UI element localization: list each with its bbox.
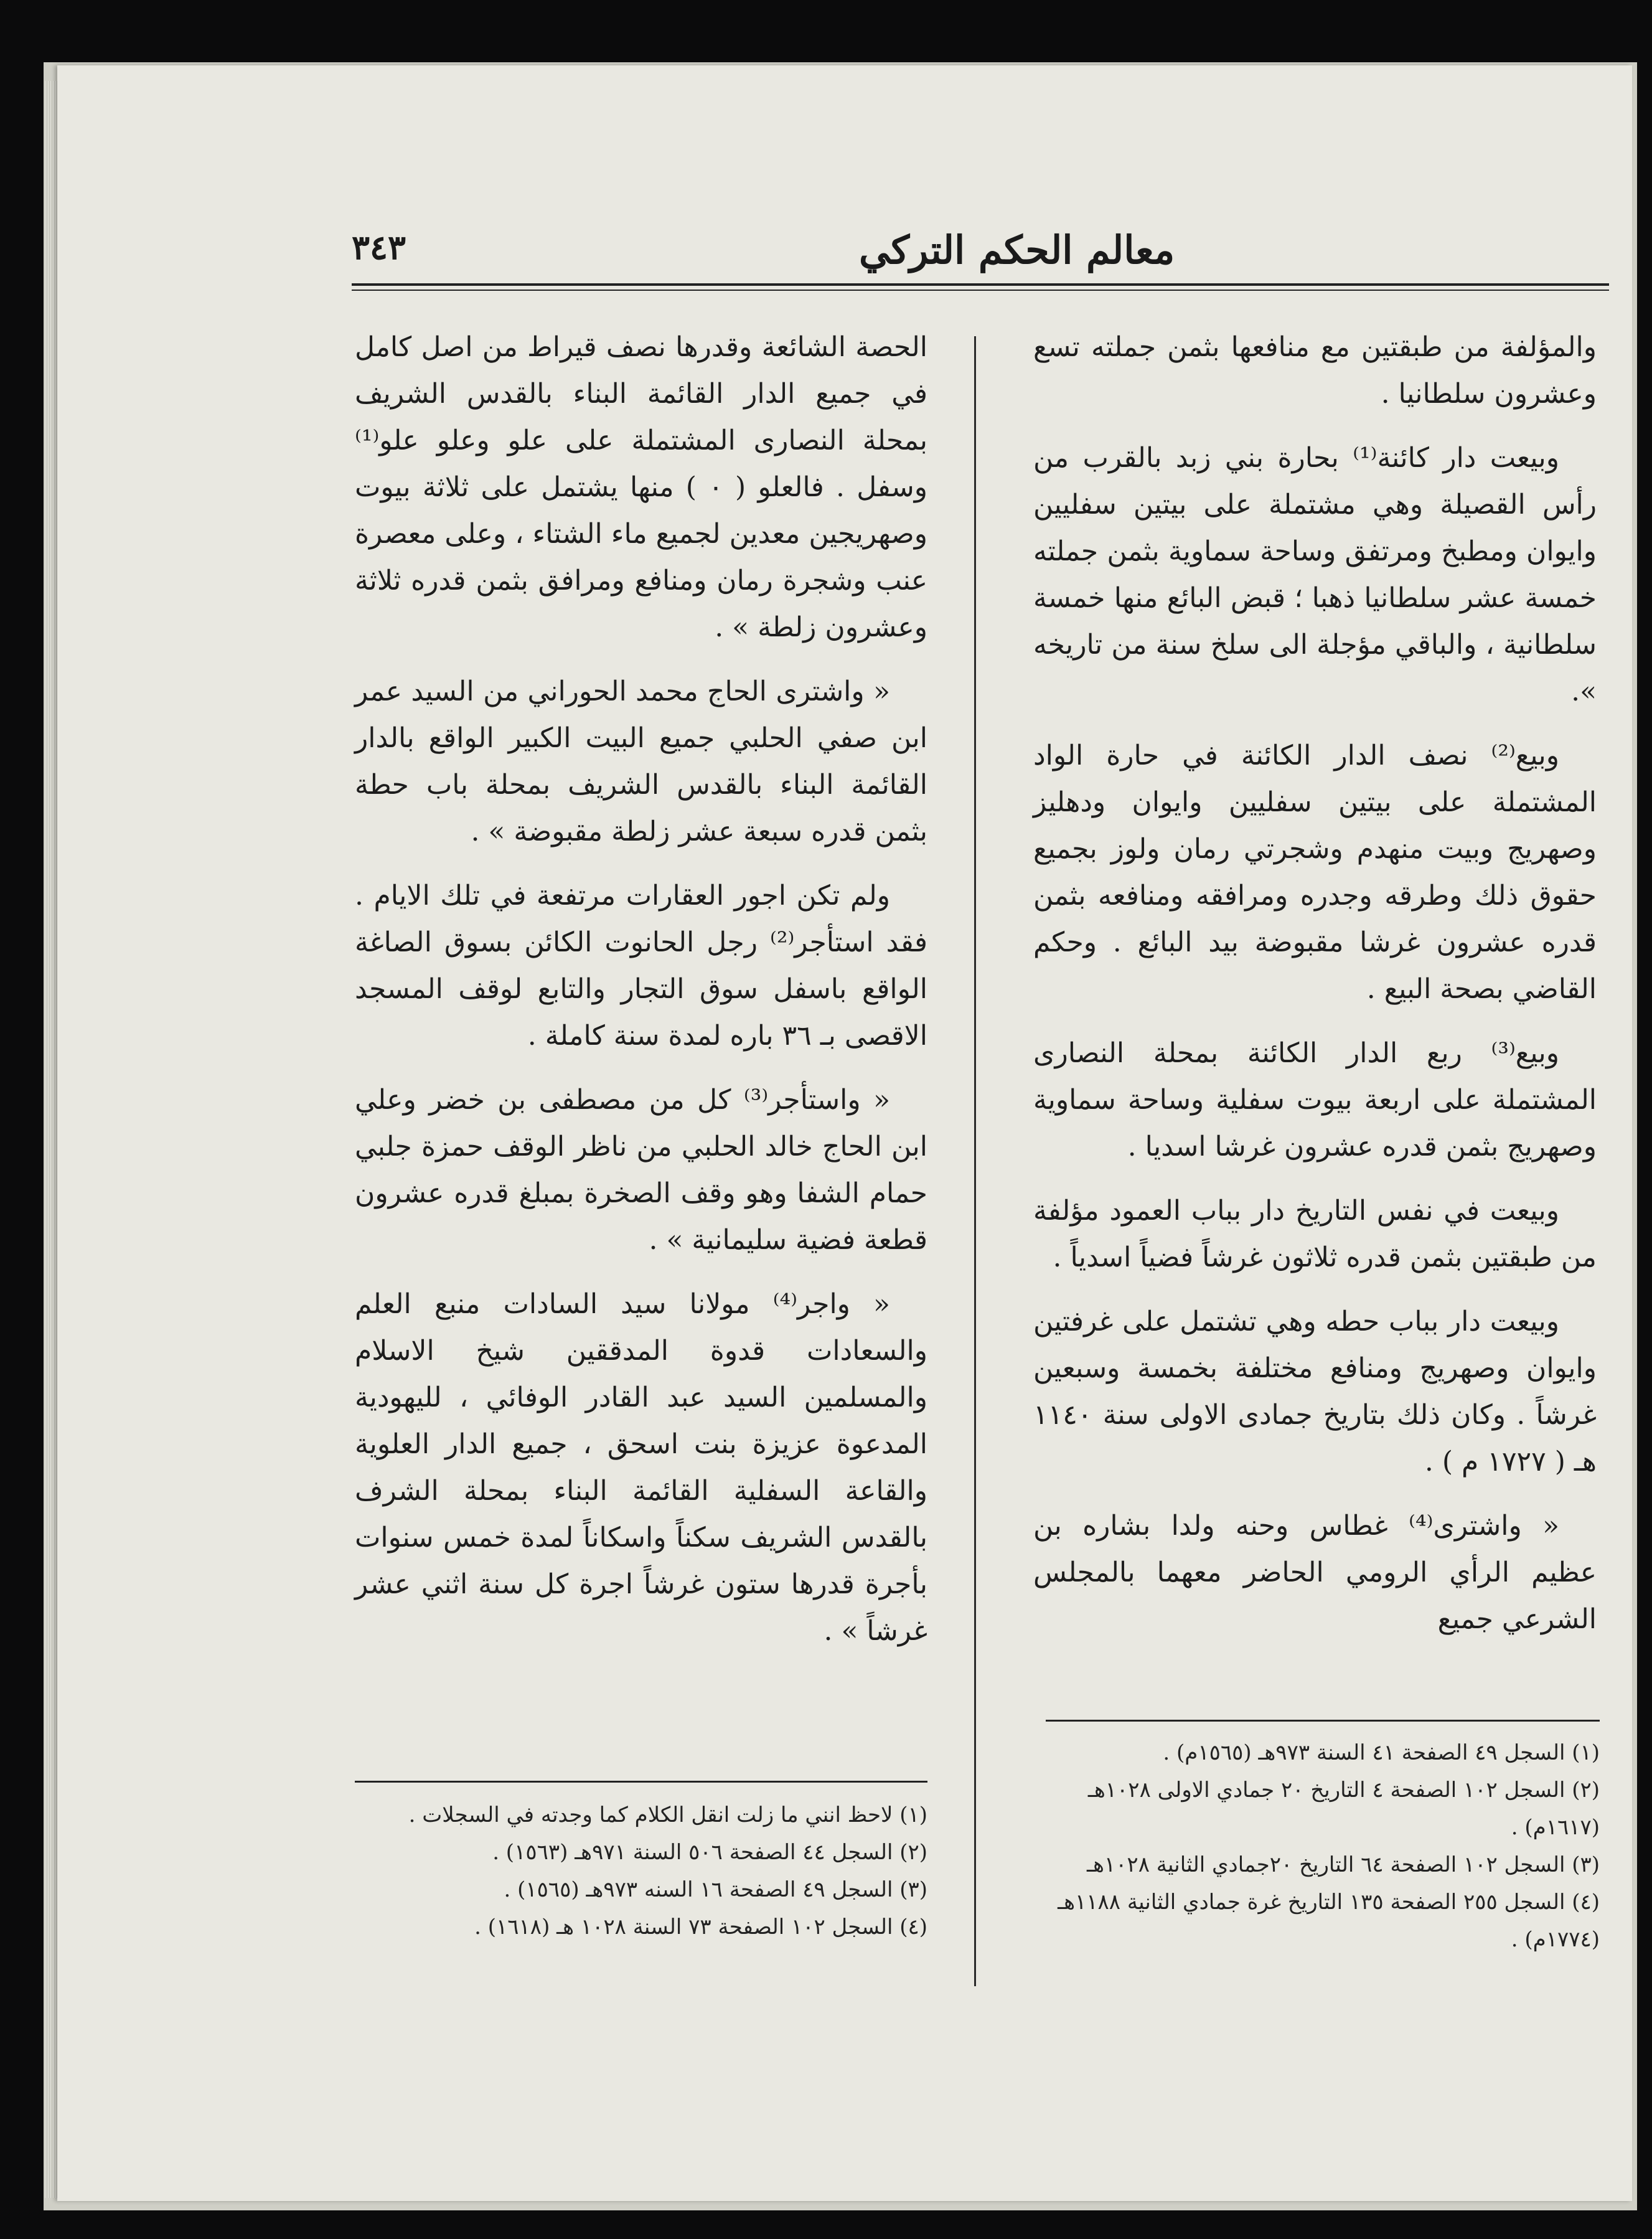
footnote: (٣) السجل ٤٩ الصفحة ١٦ السنه ٩٧٣هـ (١٥٦٥) . [504, 1877, 927, 1902]
paragraph: ولم تكن اجور العقارات مرتفعة في تلك الايام . فقد استأجر⁽²⁾ رجل الحانوت الكائن بسوق الصاغة الواقع باسفل سوق التجار والتابع لوقف المسجد الاقصى بـ ٣٦ باره لمدة سنة كاملة . [355, 880, 927, 1052]
footnote: (٣) السجل ١٠٢ الصفحة ٦٤ التاريخ ٢٠جمادي الثانية ١٠٢٨هـ [1087, 1852, 1600, 1877]
paragraph: « واجر⁽⁴⁾ مولانا سيد السادات منبع العلم والسعادات قدوة المدققين شيخ الاسلام والمسلمين السيد عبد القادر الوفائي ، لليهودية المدعوة عزيزة بنت اسحق ، جميع الدار العلوية والقاعة السفلية القائمة البناء بمحلة الشرف بالقدس الشريف سكناً واسكاناً لمدة خمس سنوات بأجرة قدرها ستون غرشاً اجرة كل سنة اثني عشر غرشاً » . [355, 1288, 927, 1647]
paragraph: « واشترى الحاج محمد الحوراني من السيد عمر ابن صفي الحلبي جميع البيت الكبير الواقع بالدار القائمة البناء بالقدس الشريف بمحلة باب حطة بثمن قدره سبعة عشر زلطة مقبوضة » . [355, 676, 927, 847]
footnote: (٤) السجل ١٠٢ الصفحة ٧٣ السنة ١٠٢٨ هـ (١٦١٨) . [474, 1915, 927, 1940]
paragraph: وبيعت دار بباب حطه وهي تشتمل على غرفتين وايوان وصهريج ومنافع مختلفة بخمسة وسبعين غرشاً . وكان ذلك بتاريخ جمادى الاولى سنة ١١٤٠ هـ ( ١٧٢٧ م ) . [1033, 1306, 1597, 1478]
running-title: معالم الحكم التركي [859, 227, 1175, 273]
page-edges [45, 81, 59, 2198]
right-column [1033, 324, 1597, 1660]
paragraph: وبيعت دار كائنة⁽¹⁾ بحارة بني زبد بالقرب من رأس القصيلة وهي مشتملة على بيتين سفليين وايوان ومطبخ ومرتفق وساحة سماوية بثمن جملته خمسة عشر سلطانيا ذهبا ؛ قبض البائع منها خمسة سلطانية ، والباقي مؤجلة الى سلخ سنة من تاريخه ». [1033, 442, 1597, 707]
paragraph: والمؤلفة من طبقتين مع منافعها بثمن جملته تسع وعشرون سلطانيا . [1033, 331, 1597, 410]
header-rule [352, 283, 1609, 291]
footnote-rule-left [355, 1781, 927, 1783]
paragraph: وبيع⁽²⁾ نصف الدار الكائنة في حارة الواد المشتملة على بيتين سفليين وايوان ودهليز وصهريج وبيت منهدم وشجرتي رمان ولوز بجميع حقوق ذلك وطرقه وجدره ومرافقه ومنافعه بثمن قدره عشرون غرشا مقبوضة بيد البائع . وحكم القاضي بصحة البيع . [1033, 740, 1597, 1005]
footnote: (١) لاحظ انني ما زلت انقل الكلام كما وجدته في السجلات . [408, 1803, 927, 1827]
paragraph: الحصة الشائعة وقدرها نصف قيراط من اصل كامل في جميع الدار القائمة البناء بالقدس الشريف بمحلة النصارى المشتملة على علو وعلو علو⁽¹⁾ وسفل . فالعلو ( ٠ ) منها يشتمل على ثلاثة بيوت وصهريجين معدين لجميع ماء الشتاء ، وعلى معصرة عنب وشجرة رمان ومنافع ومرافق بثمن قدره ثلاثة وعشرون زلطة » . [355, 331, 927, 643]
page-header [352, 221, 1609, 277]
page-number: ٣٤٣ [352, 227, 406, 267]
footnote: (٤) السجل ٢٥٥ الصفحة ١٣٥ التاريخ غرة جمادي الثانية ١١٨٨هـ (١٧٧٤م) . [1058, 1890, 1600, 1952]
column-divider [974, 336, 976, 1986]
footnote: (١) السجل ٤٩ الصفحة ٤١ السنة ٩٧٣هـ (١٥٦٥م) . [1163, 1740, 1600, 1765]
paragraph: « واستأجر⁽³⁾ كل من مصطفى بن خضر وعلي ابن الحاج خالد الحلبي من ناظر الوقف حمزة جلبي حمام الشفا وهو وقف الصخرة بمبلغ قدره عشرون قطعة فضية سليمانية » . [355, 1084, 927, 1256]
footnote: (٢) السجل ١٠٢ الصفحة ٤ التاريخ ٢٠ جمادي الاولى ١٠٢٨هـ (١٦١٧م) . [1087, 1778, 1600, 1840]
footnotes-left [358, 1796, 927, 1946]
footnotes-right [1043, 1734, 1600, 1958]
footnote-rule-right [1046, 1720, 1600, 1722]
footnote: (٢) السجل ٤٤ الصفحة ٥٠٦ السنة ٩٧١هـ (١٥٦٣) . [492, 1840, 927, 1865]
left-column [355, 324, 927, 1672]
paragraph: وبيعت في نفس التاريخ دار بباب العمود مؤلفة من طبقتين بثمن قدره ثلاثون غرشاً فضياً اسدياً . [1033, 1195, 1597, 1273]
paragraph: وبيع⁽³⁾ ربع الدار الكائنة بمحلة النصارى المشتملة على اربعة بيوت سفلية وساحة سماوية وصهريج بثمن قدره عشرون غرشا اسديا . [1033, 1037, 1597, 1162]
paragraph: « واشترى⁽⁴⁾ غطاس وحنه ولدا بشاره بن عظيم الرأي الرومي الحاضر معهما بالمجلس الشرعي جميع [1033, 1510, 1597, 1635]
